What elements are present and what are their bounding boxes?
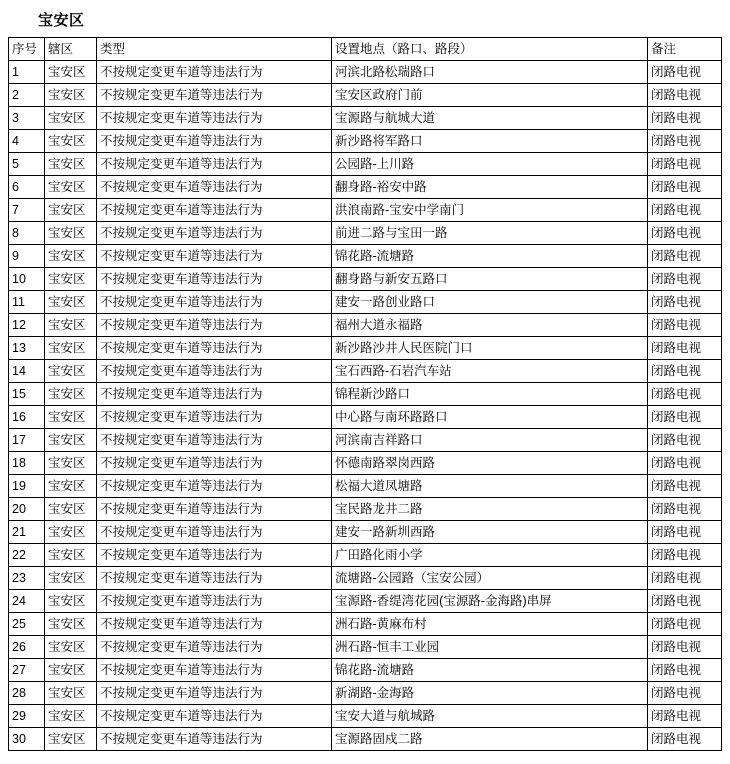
- cell-type: 不按规定变更车道等违法行为: [97, 245, 332, 268]
- cell-index: 11: [9, 291, 45, 314]
- table-row: [9, 705, 722, 728]
- cell-note: 闭路电视: [648, 291, 722, 314]
- cell-location: 福州大道永福路: [332, 314, 648, 337]
- cell-type: 不按规定变更车道等违法行为: [97, 176, 332, 199]
- cell-type: 不按规定变更车道等违法行为: [97, 84, 332, 107]
- cell-district: 宝安区: [45, 590, 97, 613]
- table-row: [9, 682, 722, 705]
- cell-note: 闭路电视: [648, 498, 722, 521]
- cell-note: 闭路电视: [648, 61, 722, 84]
- cell-district: 宝安区: [45, 268, 97, 291]
- cell-note: 闭路电视: [648, 590, 722, 613]
- cell-district: 宝安区: [45, 199, 97, 222]
- cell-district: 宝安区: [45, 245, 97, 268]
- cell-note: 闭路电视: [648, 107, 722, 130]
- column-header-district: 辖区: [45, 38, 97, 61]
- cell-location: 建安一路创业路口: [332, 291, 648, 314]
- cell-type: 不按规定变更车道等违法行为: [97, 291, 332, 314]
- cell-district: 宝安区: [45, 613, 97, 636]
- table-row: [9, 199, 722, 222]
- cell-location: 宝源路-香缇湾花园(宝源路-金海路)串屏: [332, 590, 648, 613]
- cell-index: 3: [9, 107, 45, 130]
- cell-location: 新沙路将军路口: [332, 130, 648, 153]
- cell-index: 7: [9, 199, 45, 222]
- cell-index: 17: [9, 429, 45, 452]
- cell-location: 宝安区政府门前: [332, 84, 648, 107]
- cell-location: 洲石路-黄麻布村: [332, 613, 648, 636]
- cell-index: 25: [9, 613, 45, 636]
- cell-type: 不按规定变更车道等违法行为: [97, 521, 332, 544]
- cell-location: 宝源路固戍二路: [332, 728, 648, 751]
- cell-index: 28: [9, 682, 45, 705]
- cell-index: 19: [9, 475, 45, 498]
- cell-district: 宝安区: [45, 176, 97, 199]
- cell-location: 建安一路新圳西路: [332, 521, 648, 544]
- cell-index: 13: [9, 337, 45, 360]
- cell-note: 闭路电视: [648, 84, 722, 107]
- cell-index: 9: [9, 245, 45, 268]
- cell-index: 29: [9, 705, 45, 728]
- cell-note: 闭路电视: [648, 153, 722, 176]
- table-row: [9, 268, 722, 291]
- cell-type: 不按规定变更车道等违法行为: [97, 567, 332, 590]
- cell-district: 宝安区: [45, 636, 97, 659]
- table-row: [9, 84, 722, 107]
- violation-locations-table: [8, 37, 722, 751]
- cell-district: 宝安区: [45, 291, 97, 314]
- cell-index: 20: [9, 498, 45, 521]
- cell-note: 闭路电视: [648, 613, 722, 636]
- cell-note: 闭路电视: [648, 222, 722, 245]
- table-row: [9, 383, 722, 406]
- cell-type: 不按规定变更车道等违法行为: [97, 61, 332, 84]
- cell-location: 锦程新沙路口: [332, 383, 648, 406]
- cell-type: 不按规定变更车道等违法行为: [97, 268, 332, 291]
- table-row: [9, 337, 722, 360]
- table-row: [9, 406, 722, 429]
- cell-district: 宝安区: [45, 222, 97, 245]
- cell-district: 宝安区: [45, 544, 97, 567]
- cell-type: 不按规定变更车道等违法行为: [97, 314, 332, 337]
- table-row: [9, 360, 722, 383]
- cell-district: 宝安区: [45, 314, 97, 337]
- cell-index: 8: [9, 222, 45, 245]
- cell-district: 宝安区: [45, 84, 97, 107]
- cell-type: 不按规定变更车道等违法行为: [97, 337, 332, 360]
- table-row: [9, 153, 722, 176]
- cell-note: 闭路电视: [648, 130, 722, 153]
- cell-note: 闭路电视: [648, 314, 722, 337]
- cell-index: 12: [9, 314, 45, 337]
- cell-index: 14: [9, 360, 45, 383]
- table-row: [9, 521, 722, 544]
- table-row: [9, 498, 722, 521]
- cell-note: 闭路电视: [648, 521, 722, 544]
- page-title: 宝安区: [38, 12, 85, 29]
- cell-index: 2: [9, 84, 45, 107]
- cell-note: 闭路电视: [648, 728, 722, 751]
- cell-location: 广田路化雨小学: [332, 544, 648, 567]
- cell-location: 中心路与南环路路口: [332, 406, 648, 429]
- cell-location: 河滨北路松瑞路口: [332, 61, 648, 84]
- cell-type: 不按规定变更车道等违法行为: [97, 659, 332, 682]
- cell-location: 宝安大道与航城路: [332, 705, 648, 728]
- cell-district: 宝安区: [45, 130, 97, 153]
- cell-location: 怀德南路翠岗西路: [332, 452, 648, 475]
- cell-type: 不按规定变更车道等违法行为: [97, 222, 332, 245]
- cell-location: 翻身路-裕安中路: [332, 176, 648, 199]
- cell-location: 洲石路-恒丰工业园: [332, 636, 648, 659]
- column-header-note: 备注: [648, 38, 722, 61]
- cell-district: 宝安区: [45, 383, 97, 406]
- table-row: [9, 291, 722, 314]
- cell-location: 锦花路-流塘路: [332, 659, 648, 682]
- cell-type: 不按规定变更车道等违法行为: [97, 360, 332, 383]
- cell-location: 宝石西路-石岩汽车站: [332, 360, 648, 383]
- table-row: [9, 452, 722, 475]
- cell-type: 不按规定变更车道等违法行为: [97, 406, 332, 429]
- cell-type: 不按规定变更车道等违法行为: [97, 705, 332, 728]
- cell-type: 不按规定变更车道等违法行为: [97, 544, 332, 567]
- table-row: [9, 728, 722, 751]
- document-page: [0, 9, 730, 751]
- cell-district: 宝安区: [45, 475, 97, 498]
- cell-note: 闭路电视: [648, 452, 722, 475]
- cell-index: 15: [9, 383, 45, 406]
- cell-district: 宝安区: [45, 567, 97, 590]
- cell-type: 不按规定变更车道等违法行为: [97, 107, 332, 130]
- cell-index: 18: [9, 452, 45, 475]
- cell-location: 翻身路与新安五路口: [332, 268, 648, 291]
- cell-note: 闭路电视: [648, 406, 722, 429]
- cell-index: 27: [9, 659, 45, 682]
- cell-location: 河滨南吉祥路口: [332, 429, 648, 452]
- cell-note: 闭路电视: [648, 682, 722, 705]
- cell-note: 闭路电视: [648, 567, 722, 590]
- cell-note: 闭路电视: [648, 475, 722, 498]
- cell-index: 21: [9, 521, 45, 544]
- cell-note: 闭路电视: [648, 337, 722, 360]
- cell-district: 宝安区: [45, 728, 97, 751]
- cell-district: 宝安区: [45, 337, 97, 360]
- cell-note: 闭路电视: [648, 268, 722, 291]
- table-row: [9, 567, 722, 590]
- table-body: [9, 61, 722, 751]
- table-row: [9, 314, 722, 337]
- cell-type: 不按规定变更车道等违法行为: [97, 682, 332, 705]
- table-row: [9, 130, 722, 153]
- table-row: [9, 613, 722, 636]
- cell-note: 闭路电视: [648, 429, 722, 452]
- cell-index: 22: [9, 544, 45, 567]
- cell-district: 宝安区: [45, 406, 97, 429]
- cell-location: 洪浪南路-宝安中学南门: [332, 199, 648, 222]
- cell-index: 1: [9, 61, 45, 84]
- cell-location: 流塘路-公园路（宝安公园）: [332, 567, 648, 590]
- cell-type: 不按规定变更车道等违法行为: [97, 475, 332, 498]
- cell-district: 宝安区: [45, 521, 97, 544]
- cell-index: 6: [9, 176, 45, 199]
- cell-location: 宝民路龙井二路: [332, 498, 648, 521]
- cell-district: 宝安区: [45, 107, 97, 130]
- cell-type: 不按规定变更车道等违法行为: [97, 728, 332, 751]
- cell-note: 闭路电视: [648, 360, 722, 383]
- cell-district: 宝安区: [45, 429, 97, 452]
- cell-location: 公园路-上川路: [332, 153, 648, 176]
- cell-district: 宝安区: [45, 61, 97, 84]
- cell-location: 宝源路与航城大道: [332, 107, 648, 130]
- cell-index: 23: [9, 567, 45, 590]
- cell-index: 30: [9, 728, 45, 751]
- table-row: [9, 544, 722, 567]
- cell-note: 闭路电视: [648, 705, 722, 728]
- cell-index: 4: [9, 130, 45, 153]
- table-row: [9, 636, 722, 659]
- cell-type: 不按规定变更车道等违法行为: [97, 498, 332, 521]
- cell-note: 闭路电视: [648, 383, 722, 406]
- cell-index: 26: [9, 636, 45, 659]
- table-row: [9, 222, 722, 245]
- cell-type: 不按规定变更车道等违法行为: [97, 590, 332, 613]
- cell-type: 不按规定变更车道等违法行为: [97, 383, 332, 406]
- table-row: [9, 61, 722, 84]
- cell-district: 宝安区: [45, 659, 97, 682]
- cell-note: 闭路电视: [648, 544, 722, 567]
- column-header-index: 序号: [9, 38, 45, 61]
- cell-index: 5: [9, 153, 45, 176]
- cell-district: 宝安区: [45, 360, 97, 383]
- table-row: [9, 429, 722, 452]
- cell-index: 16: [9, 406, 45, 429]
- cell-type: 不按规定变更车道等违法行为: [97, 153, 332, 176]
- table-header-row: [9, 38, 722, 61]
- cell-type: 不按规定变更车道等违法行为: [97, 613, 332, 636]
- cell-type: 不按规定变更车道等违法行为: [97, 199, 332, 222]
- cell-district: 宝安区: [45, 682, 97, 705]
- table-header: [9, 38, 722, 61]
- cell-district: 宝安区: [45, 705, 97, 728]
- cell-index: 24: [9, 590, 45, 613]
- cell-note: 闭路电视: [648, 245, 722, 268]
- cell-location: 前进二路与宝田一路: [332, 222, 648, 245]
- table-row: [9, 659, 722, 682]
- cell-note: 闭路电视: [648, 176, 722, 199]
- column-header-location: 设置地点（路口、路段）: [332, 38, 648, 61]
- cell-location: 松福大道凤塘路: [332, 475, 648, 498]
- cell-district: 宝安区: [45, 498, 97, 521]
- column-header-type: 类型: [97, 38, 332, 61]
- cell-location: 锦花路-流塘路: [332, 245, 648, 268]
- cell-district: 宝安区: [45, 153, 97, 176]
- cell-note: 闭路电视: [648, 636, 722, 659]
- cell-location: 新湖路-金海路: [332, 682, 648, 705]
- cell-note: 闭路电视: [648, 659, 722, 682]
- table-row: [9, 107, 722, 130]
- cell-district: 宝安区: [45, 452, 97, 475]
- table-row: [9, 590, 722, 613]
- table-row: [9, 245, 722, 268]
- cell-location: 新沙路沙井人民医院门口: [332, 337, 648, 360]
- cell-index: 10: [9, 268, 45, 291]
- cell-type: 不按规定变更车道等违法行为: [97, 452, 332, 475]
- table-row: [9, 475, 722, 498]
- cell-note: 闭路电视: [648, 199, 722, 222]
- cell-type: 不按规定变更车道等违法行为: [97, 429, 332, 452]
- cell-type: 不按规定变更车道等违法行为: [97, 130, 332, 153]
- cell-type: 不按规定变更车道等违法行为: [97, 636, 332, 659]
- table-row: [9, 176, 722, 199]
